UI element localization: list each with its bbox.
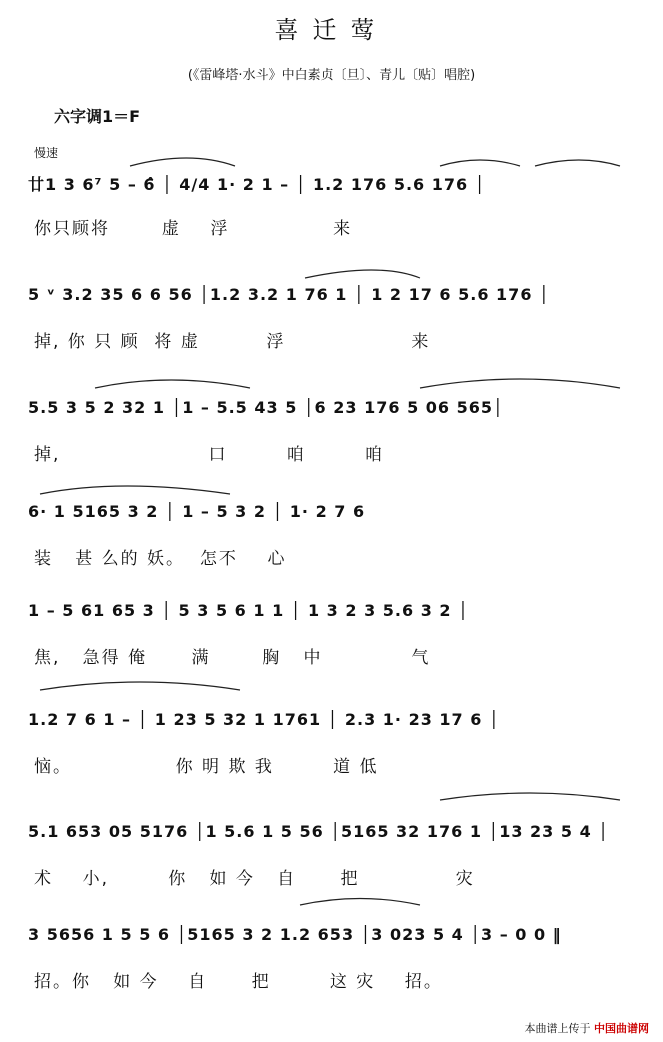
- notation: 廿1 3 6⁷ 5 – 6̂ │ 4/4 1· 2 1 – │ 1.2 176 5.6 176 │: [28, 175, 486, 194]
- tempo-marking: 慢速: [34, 146, 59, 160]
- notation: 3 5656 1 5 5 6 │5165 3 2 1.2 653 │3 023 5 4 │3 – 0 0 ‖: [28, 925, 562, 944]
- footer-credit: [525, 1020, 650, 1036]
- lyrics: 招。你 如 今 自 把 这 灾 招。: [34, 972, 443, 992]
- key-signature: 六字调1＝F: [54, 107, 141, 126]
- notation: 5 ᵛ 3.2 35 6 6 56 │1.2 3.2 1 76 1 │ 1 2 17 6 5.6 176 │: [28, 285, 550, 304]
- lyrics: 术 小, 你 如 今 自 把 灾: [34, 869, 475, 889]
- lyrics: 掉, 口 咱 咱: [34, 445, 384, 465]
- song-subtitle: (《雷峰塔·水斗》中白素贞〔旦〕、青儿〔贴〕唱腔): [187, 68, 476, 83]
- notation: 5.5 3 5 2 32 1 │1 – 5.5 43 5 │6 23 176 5 06 565│: [28, 398, 504, 417]
- lyrics: 焦, 急得 俺 满 胸 中 气: [34, 648, 431, 668]
- notation: 5.1 653 05 5176 │1 5.6 1 5 56 │5165 32 176 1 │13 23 5 4 │: [28, 822, 609, 841]
- notation: 1.2 7 6 1 – │ 1 23 5 32 1 1761 │ 2.3 1· 23 17 6 │: [28, 710, 500, 729]
- lyrics: 掉, 你 只 顾 将 虚 浮 来: [34, 332, 431, 352]
- song-title: 喜迁莺: [274, 16, 389, 44]
- lyrics: 装 甚 么的 妖。 怎不 心: [34, 549, 287, 569]
- site-logo: 中国曲谱网: [594, 1022, 649, 1035]
- notation: 1 – 5 61 65 3 │ 5 3 5 6 1 1 │ 1 3 2 3 5.6 3 2 │: [28, 601, 469, 620]
- footer-text: 本曲谱上传于: [524, 1022, 591, 1035]
- lyrics: 你只顾将 虚 浮 来: [34, 219, 353, 239]
- lyrics: 恼。 你 明 欺 我 道 低: [34, 757, 379, 777]
- notation: 6· 1 5165 3 2 │ 1 – 5 3 2 │ 1· 2 7 6: [28, 502, 366, 521]
